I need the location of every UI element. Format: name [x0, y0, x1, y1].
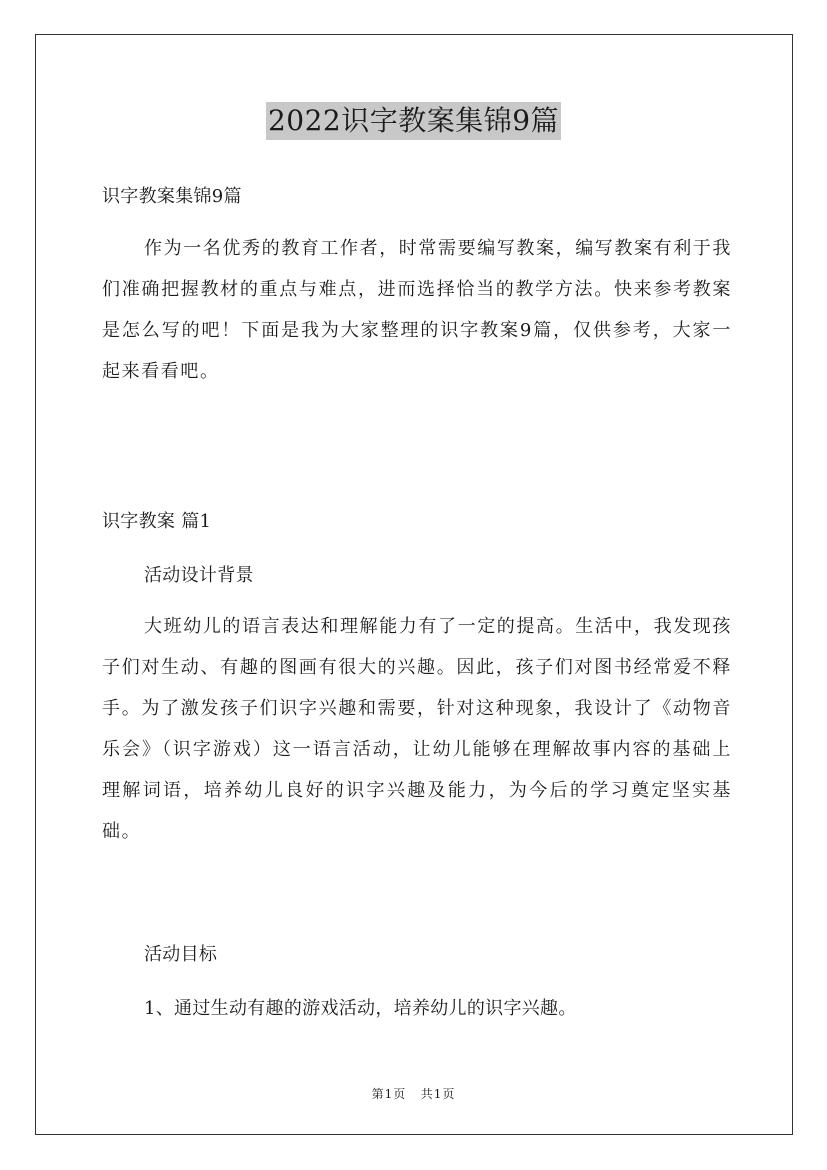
- goal-heading: 活动目标: [144, 944, 218, 965]
- page-total: 共1页: [420, 1087, 456, 1101]
- page-number: 第1页: [371, 1087, 407, 1101]
- goal-item-1: 1、通过生动有趣的游戏活动，培养幼儿的识字兴趣。: [144, 998, 577, 1019]
- title-wrap: [0, 102, 827, 140]
- background-heading: 活动设计背景: [144, 565, 254, 586]
- subtitle: 识字教案集锦9篇: [102, 186, 242, 207]
- intro-paragraph: 作为一名优秀的教育工作者，时常需要编写教案，编写教案有利于我们准确把握教材的重点与难点，进而选择恰当的教学方法。快来参考教案是怎么写的吧！下面是我为大家整理的识字教案9篇，仅供参考，大家一起来看看吧。: [102, 238, 732, 382]
- page-footer: [0, 1085, 827, 1102]
- section-heading: 识字教案 篇1: [102, 511, 212, 532]
- document-title: 2022识字教案集锦9篇: [266, 102, 561, 140]
- background-paragraph: 大班幼儿的语言表达和理解能力有了一定的提高。生活中，我发现孩子们对生动、有趣的图画有很大的兴趣。因此，孩子们对图书经常爱不释手。为了激发孩子们识字兴趣和需要，针对这种现象，我设计了《动物音乐会》（识字游戏）这一语言活动，让幼儿能够在理解故事内容的基础上理解词语，培养幼儿良好的识字兴趣及能力，为今后的学习奠定坚实基础。: [102, 616, 732, 842]
